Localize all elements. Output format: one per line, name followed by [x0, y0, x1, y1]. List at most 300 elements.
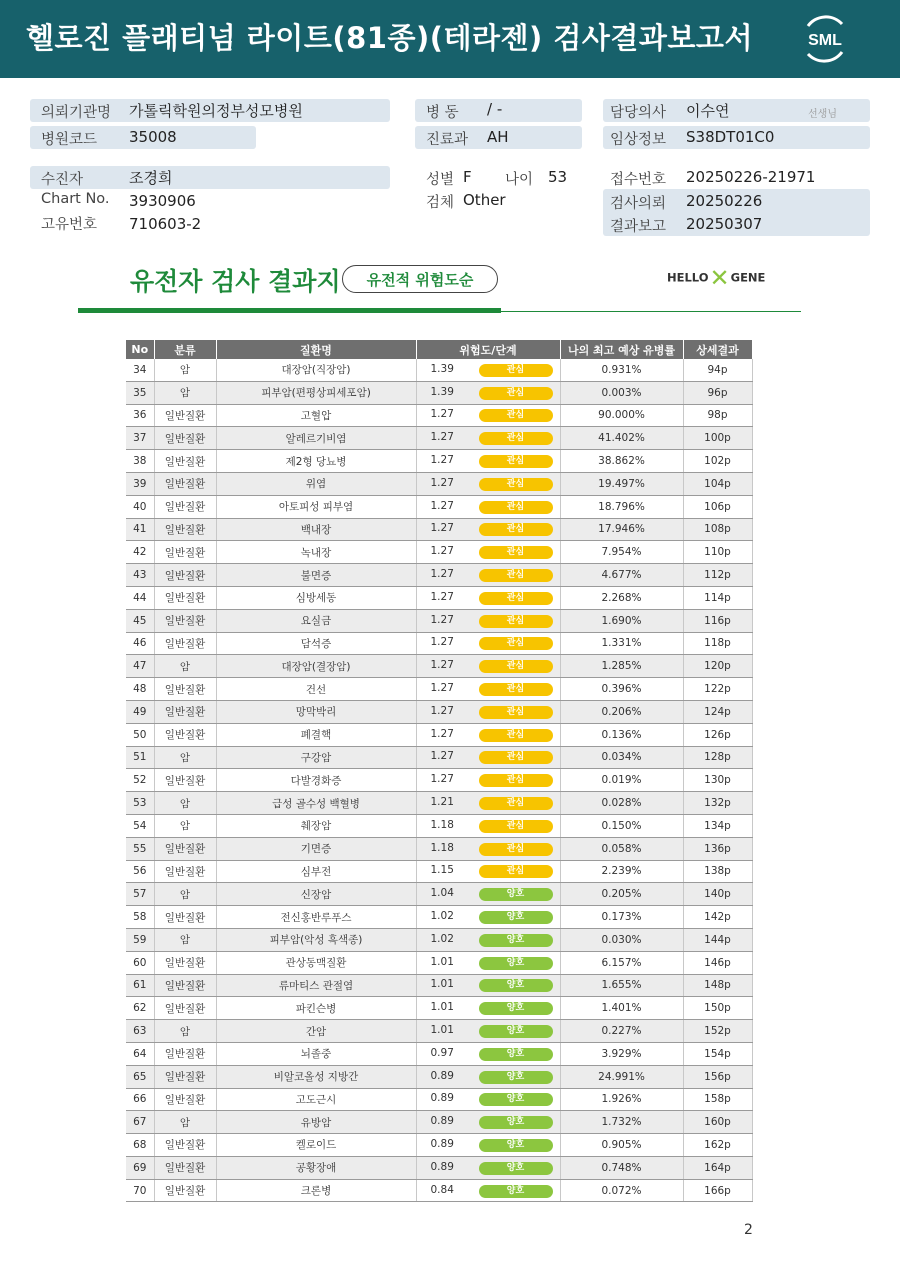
row-detail-page: 108p [683, 518, 752, 541]
row-no: 66 [126, 1088, 154, 1111]
row-prevalence: 1.732% [560, 1111, 683, 1134]
table-row [126, 404, 752, 427]
risk-level-badge: 관심 [479, 774, 553, 787]
row-disease-name: 심부전 [216, 860, 416, 883]
risk-score: 0.89 [430, 1160, 454, 1173]
row-detail-page: 98p [683, 404, 752, 427]
risk-level-badge: 관심 [479, 706, 553, 719]
risk-level-badge: 관심 [479, 387, 553, 400]
row-prevalence: 0.173% [560, 906, 683, 929]
risk-score: 1.27 [430, 568, 454, 581]
risk-level-badge: 관심 [479, 729, 553, 742]
ward-value: / - [487, 100, 503, 118]
risk-score: 1.18 [430, 818, 454, 831]
row-disease-name: 아토피성 피부염 [216, 495, 416, 518]
row-prevalence: 0.072% [560, 1179, 683, 1202]
risk-level-badge: 양호 [479, 1002, 553, 1015]
risk-score: 1.27 [430, 682, 454, 695]
risk-score: 1.27 [430, 431, 454, 444]
table-row [126, 700, 752, 723]
row-no: 49 [126, 700, 154, 723]
risk-score: 1.18 [430, 841, 454, 854]
doctor-suffix: 선생님 [808, 109, 837, 120]
row-category: 일반질환 [154, 564, 216, 587]
risk-level-badge: 양호 [479, 957, 553, 970]
row-detail-page: 106p [683, 495, 752, 518]
row-disease-name: 간암 [216, 1020, 416, 1043]
row-detail-page: 158p [683, 1088, 752, 1111]
row-detail-page: 156p [683, 1065, 752, 1088]
row-no: 68 [126, 1134, 154, 1157]
row-risk [416, 404, 560, 427]
table-row [126, 1088, 752, 1111]
table-row [126, 1065, 752, 1088]
row-disease-name: 고도근시 [216, 1088, 416, 1111]
row-no: 67 [126, 1111, 154, 1134]
clinical-value: S38DT01C0 [686, 128, 775, 146]
risk-level-badge: 양호 [479, 1048, 553, 1061]
row-category: 일반질환 [154, 472, 216, 495]
row-category: 암 [154, 792, 216, 815]
patient-row-bg [30, 166, 390, 189]
row-disease-name: 제2형 당뇨병 [216, 450, 416, 473]
risk-score: 0.89 [430, 1115, 454, 1128]
row-disease-name: 다발경화증 [216, 769, 416, 792]
risk-score: 1.15 [430, 864, 454, 877]
chart-value: 3930906 [129, 192, 196, 210]
risk-level-badge: 관심 [479, 432, 553, 445]
row-disease-name: 공황장애 [216, 1156, 416, 1179]
table-row [126, 1134, 752, 1157]
row-detail-page: 122p [683, 678, 752, 701]
row-no: 43 [126, 564, 154, 587]
row-detail-page: 116p [683, 609, 752, 632]
section-title: 유전자 검사 결과지 [130, 267, 341, 296]
row-category: 일반질환 [154, 769, 216, 792]
risk-level-badge: 양호 [479, 934, 553, 947]
section-subtitle: 유전적 위험도순 [342, 265, 498, 293]
row-risk [416, 1065, 560, 1088]
row-detail-page: 136p [683, 837, 752, 860]
row-prevalence: 1.285% [560, 655, 683, 678]
specimen-value: Other [463, 191, 506, 209]
row-disease-name: 류마티스 관절염 [216, 974, 416, 997]
row-category: 일반질환 [154, 1179, 216, 1202]
row-risk [416, 951, 560, 974]
row-disease-name: 건선 [216, 678, 416, 701]
row-prevalence: 1.401% [560, 997, 683, 1020]
risk-score: 1.27 [430, 590, 454, 603]
row-disease-name: 비알코올성 지방간 [216, 1065, 416, 1088]
row-no: 57 [126, 883, 154, 906]
risk-score: 1.21 [430, 796, 454, 809]
row-category: 암 [154, 1111, 216, 1134]
table-row [126, 518, 752, 541]
row-no: 44 [126, 586, 154, 609]
risk-score: 1.04 [430, 887, 454, 900]
row-prevalence: 0.136% [560, 723, 683, 746]
request-label: 검사의뢰 [610, 196, 667, 212]
row-category: 일반질환 [154, 586, 216, 609]
row-prevalence: 7.954% [560, 541, 683, 564]
risk-score: 1.27 [430, 522, 454, 535]
row-risk [416, 495, 560, 518]
row-category: 일반질환 [154, 997, 216, 1020]
row-category: 일반질환 [154, 678, 216, 701]
row-detail-page: 134p [683, 814, 752, 837]
row-category: 일반질환 [154, 700, 216, 723]
row-prevalence: 0.030% [560, 928, 683, 951]
row-prevalence: 0.396% [560, 678, 683, 701]
row-prevalence: 0.931% [560, 359, 683, 381]
row-category: 일반질환 [154, 518, 216, 541]
table-row [126, 746, 752, 769]
hellogene-logo-left: HELLO [667, 270, 709, 285]
row-disease-name: 뇌졸중 [216, 1042, 416, 1065]
table-row [126, 814, 752, 837]
row-no: 42 [126, 541, 154, 564]
row-detail-page: 130p [683, 769, 752, 792]
risk-score: 1.27 [430, 454, 454, 467]
row-risk [416, 632, 560, 655]
row-category: 일반질환 [154, 632, 216, 655]
row-disease-name: 백내장 [216, 518, 416, 541]
request-value: 20250226 [686, 192, 763, 210]
row-category: 일반질환 [154, 974, 216, 997]
row-prevalence: 18.796% [560, 495, 683, 518]
table-row [126, 1020, 752, 1043]
row-disease-name: 담석증 [216, 632, 416, 655]
row-risk [416, 1088, 560, 1111]
row-risk [416, 359, 560, 381]
risk-level-badge: 관심 [479, 364, 553, 377]
row-category: 일반질환 [154, 906, 216, 929]
table-row [126, 860, 752, 883]
table-row [126, 450, 752, 473]
risk-level-badge: 관심 [479, 592, 553, 605]
table-row [126, 906, 752, 929]
risk-level-badge: 양호 [479, 888, 553, 901]
row-risk [416, 814, 560, 837]
hellogene-logo-right: GENE [730, 270, 766, 285]
risk-level-badge: 관심 [479, 478, 553, 491]
row-disease-name: 켈로이드 [216, 1134, 416, 1157]
row-category: 암 [154, 381, 216, 404]
row-category: 암 [154, 1020, 216, 1043]
row-category: 일반질환 [154, 1065, 216, 1088]
risk-level-badge: 관심 [479, 409, 553, 422]
clinical-label: 임상정보 [610, 132, 667, 148]
risk-score: 1.02 [430, 910, 454, 923]
patient-label: 수진자 [41, 172, 84, 188]
row-category: 일반질환 [154, 1042, 216, 1065]
row-detail-page: 150p [683, 997, 752, 1020]
row-risk [416, 1020, 560, 1043]
table-row [126, 586, 752, 609]
hellogene-logo [667, 264, 766, 292]
risk-score: 1.27 [430, 704, 454, 717]
row-risk [416, 974, 560, 997]
row-risk [416, 564, 560, 587]
table-header-row [126, 340, 752, 359]
row-disease-name: 전신홍반루푸스 [216, 906, 416, 929]
uid-value: 710603-2 [129, 215, 202, 233]
risk-score: 1.27 [430, 750, 454, 763]
row-prevalence: 38.862% [560, 450, 683, 473]
table-row [126, 359, 752, 381]
row-detail-page: 144p [683, 928, 752, 951]
risk-level-badge: 양호 [479, 1139, 553, 1152]
col-header-category: 분류 [154, 340, 216, 359]
row-no: 36 [126, 404, 154, 427]
row-category: 일반질환 [154, 1156, 216, 1179]
row-detail-page: 124p [683, 700, 752, 723]
col-header-disease: 질환명 [216, 340, 416, 359]
row-category: 일반질환 [154, 427, 216, 450]
row-disease-name: 대장암(직장암) [216, 359, 416, 381]
table-row [126, 472, 752, 495]
col-header-no: No [126, 340, 154, 359]
row-risk [416, 518, 560, 541]
row-risk [416, 655, 560, 678]
risk-score: 0.89 [430, 1137, 454, 1150]
row-risk [416, 769, 560, 792]
risk-level-badge: 양호 [479, 1185, 553, 1198]
row-risk [416, 472, 560, 495]
row-disease-name: 고혈압 [216, 404, 416, 427]
doctor-value: 이수연 [686, 102, 730, 120]
risk-score: 1.02 [430, 932, 454, 945]
risk-level-badge: 관심 [479, 569, 553, 582]
row-risk [416, 1111, 560, 1134]
risk-level-badge: 양호 [479, 1162, 553, 1175]
row-detail-page: 166p [683, 1179, 752, 1202]
ward-label: 병 동 [426, 105, 459, 121]
risk-score: 1.39 [430, 385, 454, 398]
risk-level-badge: 관심 [479, 865, 553, 878]
row-risk [416, 883, 560, 906]
row-disease-name: 구강암 [216, 746, 416, 769]
risk-score: 1.01 [430, 955, 454, 968]
risk-score: 0.89 [430, 1092, 454, 1105]
row-prevalence: 19.497% [560, 472, 683, 495]
table-row [126, 723, 752, 746]
row-risk [416, 746, 560, 769]
row-prevalence: 1.690% [560, 609, 683, 632]
table-row [126, 997, 752, 1020]
row-risk [416, 678, 560, 701]
row-detail-page: 142p [683, 906, 752, 929]
table-row [126, 678, 752, 701]
row-no: 70 [126, 1179, 154, 1202]
specimen-label: 검체 [426, 195, 455, 211]
report-title: 헬로진 플래티넘 라이트(81종)(테라젠) 검사결과보고서 [26, 21, 753, 55]
row-prevalence: 2.239% [560, 860, 683, 883]
table-row [126, 495, 752, 518]
row-no: 47 [126, 655, 154, 678]
risk-score: 1.27 [430, 499, 454, 512]
row-no: 62 [126, 997, 154, 1020]
row-category: 일반질환 [154, 723, 216, 746]
risk-level-badge: 관심 [479, 523, 553, 536]
row-detail-page: 162p [683, 1134, 752, 1157]
row-no: 37 [126, 427, 154, 450]
row-detail-page: 94p [683, 359, 752, 381]
row-prevalence: 0.205% [560, 883, 683, 906]
row-prevalence: 3.929% [560, 1042, 683, 1065]
risk-level-badge: 관심 [479, 637, 553, 650]
row-category: 일반질환 [154, 1134, 216, 1157]
dna-x-icon: ✕ [709, 264, 730, 292]
row-no: 52 [126, 769, 154, 792]
institution-value: 가톨릭학원의정부성모병원 [129, 102, 303, 120]
row-risk [416, 928, 560, 951]
row-risk [416, 1179, 560, 1202]
patient-value: 조경희 [129, 169, 173, 187]
row-no: 39 [126, 472, 154, 495]
row-risk [416, 906, 560, 929]
row-risk [416, 1134, 560, 1157]
row-category: 일반질환 [154, 837, 216, 860]
dept-label: 진료과 [426, 132, 469, 148]
row-prevalence: 4.677% [560, 564, 683, 587]
risk-level-badge: 관심 [479, 820, 553, 833]
row-no: 46 [126, 632, 154, 655]
risk-level-badge: 양호 [479, 1071, 553, 1084]
dept-value: AH [487, 128, 509, 146]
row-category: 일반질환 [154, 404, 216, 427]
table-row [126, 883, 752, 906]
report-label: 결과보고 [610, 219, 667, 235]
table-row [126, 609, 752, 632]
row-prevalence: 1.926% [560, 1088, 683, 1111]
row-detail-page: 104p [683, 472, 752, 495]
risk-score: 1.01 [430, 1024, 454, 1036]
risk-score: 0.84 [430, 1183, 454, 1196]
col-header-risk: 위험도/단계 [416, 340, 560, 359]
row-no: 63 [126, 1020, 154, 1043]
row-no: 51 [126, 746, 154, 769]
row-detail-page: 120p [683, 655, 752, 678]
risk-level-badge: 양호 [479, 979, 553, 992]
row-prevalence: 0.034% [560, 746, 683, 769]
row-disease-name: 위염 [216, 472, 416, 495]
risk-level-badge: 양호 [479, 1025, 553, 1038]
row-disease-name: 파킨슨병 [216, 997, 416, 1020]
row-detail-page: 100p [683, 427, 752, 450]
row-prevalence: 0.028% [560, 792, 683, 815]
risk-score: 1.27 [430, 727, 454, 740]
hospital-code-label: 병원코드 [41, 132, 98, 148]
section-rule-accent [78, 308, 501, 313]
row-disease-name: 녹내장 [216, 541, 416, 564]
row-prevalence: 90.000% [560, 404, 683, 427]
receipt-value: 20250226-21971 [686, 168, 816, 186]
row-prevalence: 1.655% [560, 974, 683, 997]
risk-level-badge: 관심 [479, 751, 553, 764]
row-risk [416, 1042, 560, 1065]
row-category: 일반질환 [154, 951, 216, 974]
sml-logo [798, 12, 852, 66]
risk-score: 1.27 [430, 545, 454, 558]
risk-level-badge: 관심 [479, 797, 553, 810]
row-risk [416, 792, 560, 815]
age-label: 나이 [505, 172, 534, 188]
results-table [126, 340, 753, 1202]
table-row [126, 1179, 752, 1202]
row-detail-page: 152p [683, 1020, 752, 1043]
row-category: 암 [154, 359, 216, 381]
sex-value: F [463, 168, 472, 186]
row-category: 일반질환 [154, 860, 216, 883]
risk-level-badge: 관심 [479, 501, 553, 514]
row-risk [416, 541, 560, 564]
row-category: 암 [154, 655, 216, 678]
row-no: 65 [126, 1065, 154, 1088]
row-detail-page: 132p [683, 792, 752, 815]
row-category: 일반질환 [154, 541, 216, 564]
row-prevalence: 0.227% [560, 1020, 683, 1043]
col-header-detail: 상세결과 [683, 340, 752, 359]
risk-level-badge: 관심 [479, 615, 553, 628]
row-prevalence: 0.748% [560, 1156, 683, 1179]
row-no: 64 [126, 1042, 154, 1065]
row-risk [416, 609, 560, 632]
row-no: 69 [126, 1156, 154, 1179]
table-row [126, 427, 752, 450]
row-no: 58 [126, 906, 154, 929]
row-disease-name: 요실금 [216, 609, 416, 632]
page-number: 2 [744, 1222, 753, 1238]
table-row [126, 769, 752, 792]
sml-logo-text: SML [808, 32, 842, 49]
row-no: 50 [126, 723, 154, 746]
row-no: 41 [126, 518, 154, 541]
row-risk [416, 586, 560, 609]
row-prevalence: 0.058% [560, 837, 683, 860]
table-row [126, 381, 752, 404]
row-prevalence: 0.206% [560, 700, 683, 723]
row-detail-page: 112p [683, 564, 752, 587]
row-detail-page: 160p [683, 1111, 752, 1134]
row-no: 35 [126, 381, 154, 404]
risk-level-badge: 관심 [479, 546, 553, 559]
sex-label: 성별 [426, 172, 455, 188]
doctor-label: 담당의사 [610, 105, 667, 121]
row-prevalence: 0.905% [560, 1134, 683, 1157]
row-disease-name: 기면증 [216, 837, 416, 860]
chart-label: Chart No. [41, 191, 110, 207]
row-disease-name: 피부암(편평상피세포암) [216, 381, 416, 404]
row-prevalence: 0.003% [560, 381, 683, 404]
risk-level-badge: 관심 [479, 683, 553, 696]
row-prevalence: 0.150% [560, 814, 683, 837]
risk-score: 1.27 [430, 773, 454, 786]
row-risk [416, 427, 560, 450]
risk-level-badge: 관심 [479, 843, 553, 856]
row-prevalence: 1.331% [560, 632, 683, 655]
row-risk [416, 1156, 560, 1179]
row-detail-page: 96p [683, 381, 752, 404]
row-no: 45 [126, 609, 154, 632]
row-no: 40 [126, 495, 154, 518]
row-no: 59 [126, 928, 154, 951]
risk-score: 0.97 [430, 1046, 454, 1059]
row-category: 일반질환 [154, 450, 216, 473]
table-row [126, 632, 752, 655]
table-row [126, 951, 752, 974]
row-no: 34 [126, 359, 154, 381]
